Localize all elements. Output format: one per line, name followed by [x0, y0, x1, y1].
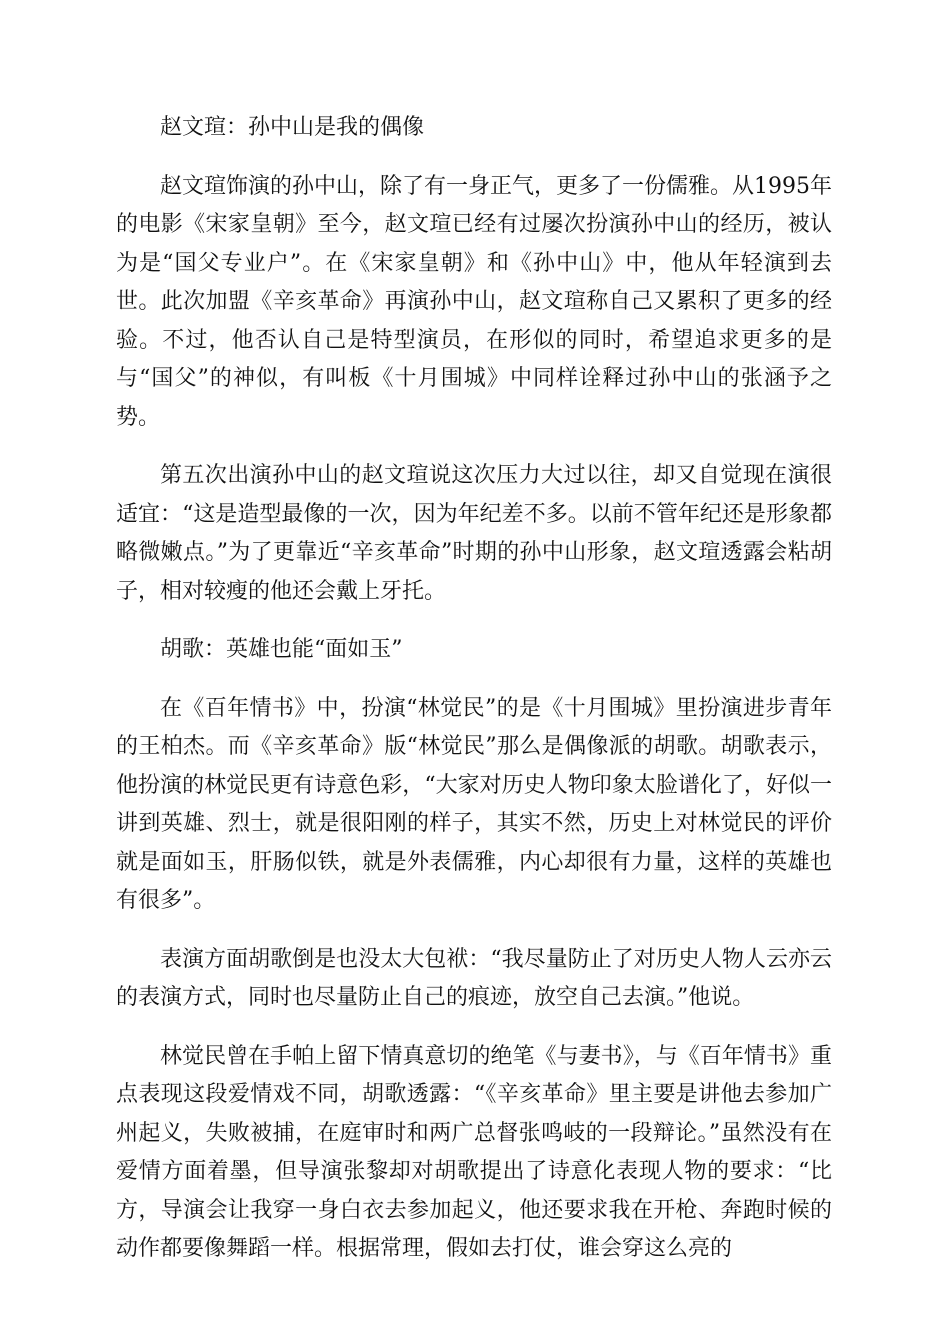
- paragraph: 赵文瑄饰演的孙中山，除了有一身正气，更多了一份儒雅。从1995年的电影《宋家皇朝》至今，赵文瑄已经有过屡次扮演孙中山的经历，被认为是“国父专业户”。在《宋家皇朝》和《孙中山》中，他从年轻演到去世。此次加盟《辛亥革命》再演孙中山，赵文瑄称自己又累积了更多的经验。不过，他否认自己是特型演员，在形似的同时，希望追求更多的是与“国父”的神似，有叫板《十月围城》中同样诠释过孙中山的张涵予之势。: [116, 173, 832, 430]
- paragraph: 林觉民曾在手帕上留下情真意切的绝笔《与妻书》，与《百年情书》重点表现这段爱情戏不同，胡歌透露：“《辛亥革命》里主要是讲他去参加广州起义，失败被捕，在庭审时和两广总督张鸣岐的一段辩论。”虽然没有在爱情方面着墨，但导演张黎却对胡歌提出了诗意化表现人物的要求：“比方，导演会让我穿一身白衣去参加起义，他还要求我在开枪、奔跑时候的动作都要像舞蹈一样。根据常理，假如去打仗，谁会穿这么亮的: [116, 1043, 832, 1261]
- paragraph: 表演方面胡歌倒是也没太大包袱：“我尽量防止了对历史人物人云亦云的表演方式，同时也尽量防止自己的痕迹，放空自己去演。”他说。: [116, 946, 832, 1010]
- paragraph: 第五次出演孙中山的赵文瑄说这次压力大过以往，却又自觉现在演很适宜：“这是造型最像的一次，因为年纪差不多。以前不管年纪还是形象都略微嫩点。”为了更靠近“辛亥革命”时期的孙中山形象，赵文瑄透露会粘胡子，相对较瘦的他还会戴上牙托。: [116, 463, 832, 604]
- paragraph: 在《百年情书》中，扮演“林觉民”的是《十月围城》里扮演进步青年的王柏杰。而《辛亥革命》版“林觉民”那么是偶像派的胡歌。胡歌表示，他扮演的林觉民更有诗意色彩，“大家对历史人物印象太脸谱化了，好似一讲到英雄、烈士，就是很阳刚的样子，其实不然，历史上对林觉民的评价就是面如玉，肝肠似铁，就是外表儒雅，内心却很有力量，这样的英雄也有很多”。: [116, 695, 832, 913]
- section-heading-zhao-wenxuan: 赵文瑄：孙中山是我的偶像: [160, 115, 425, 140]
- section-heading-hu-ge: 胡歌：英雄也能“面如玉”: [160, 637, 403, 662]
- article-body: [116, 109, 832, 1289]
